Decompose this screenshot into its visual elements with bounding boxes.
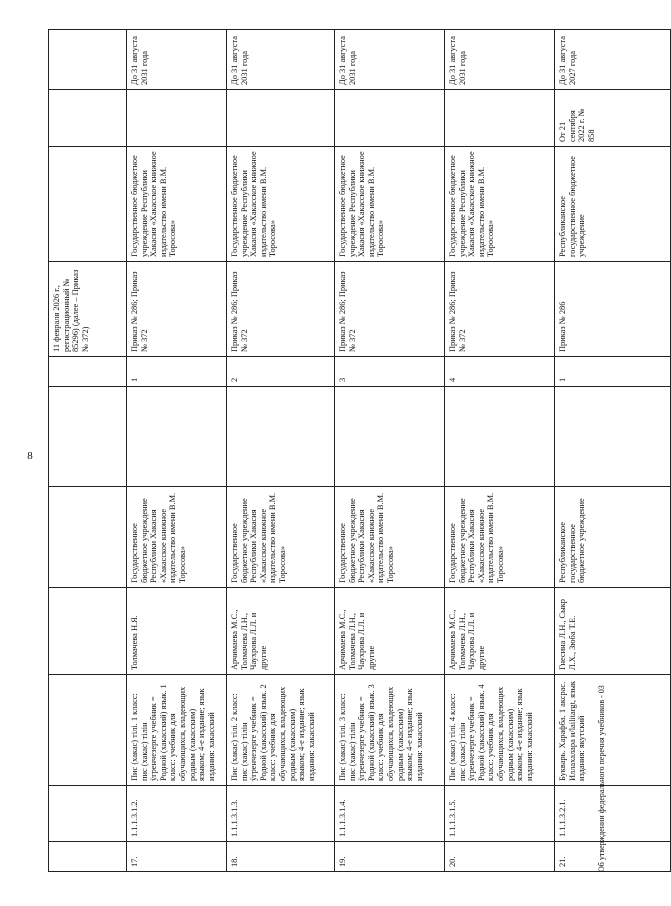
cell-num: 19. bbox=[335, 842, 445, 872]
page-number: 8 bbox=[27, 450, 33, 462]
cell-expiry: До 31 августа 2031 года bbox=[227, 30, 335, 90]
header-cell bbox=[49, 675, 127, 786]
cell-publisher: Государственное бюджетное учреждение Республики Хакасия «Хакасское книжное издательство имени В.М. Торосова» bbox=[127, 487, 227, 588]
table-container bbox=[48, 30, 596, 872]
header-cell bbox=[49, 357, 127, 387]
cell-title: Пис (хакас) тілі. 4 класс: пис (хакас) тілін ÿгренчезерге учебник = Родной (хакасский) язык. 4 класс: учебник для обучающихся, владеющих родным (хакасским) языком; 4-е издание; язык издания: хакасский bbox=[445, 675, 555, 786]
cell-publisher: Республиканское государственное бюджетное учреждение bbox=[555, 487, 671, 588]
header-cell bbox=[49, 30, 127, 90]
cell-num: 20. bbox=[445, 842, 555, 872]
cell-authors: Арчимаева М.С., Толмачева Л.Н., Чаухрова Л.Л. и другие bbox=[445, 588, 555, 675]
cell-empty bbox=[335, 387, 445, 487]
table-row bbox=[445, 30, 555, 872]
cell-org: Государственное бюджетное учреждение Республики Хакасия «Хакасское книжное издательство имени В.М. Торосова» bbox=[227, 147, 335, 262]
table-row bbox=[227, 30, 335, 872]
cell-org: Республиканское государственное бюджетное учреждение bbox=[555, 147, 671, 262]
cell-expiry: До 31 августа 2031 года bbox=[127, 30, 227, 90]
cell-grade: 1 bbox=[555, 357, 671, 387]
cell-expiry: До 31 августа 2027 года bbox=[555, 30, 671, 90]
cell-order: Приказ № 286; Приказ № 372 bbox=[127, 262, 227, 357]
cell-date bbox=[445, 90, 555, 147]
cell-org: Государственное бюджетное учреждение Республики Хакасия «Хакасское книжное издательство имени В.М. Торосова» bbox=[127, 147, 227, 262]
table-header-row bbox=[49, 30, 127, 872]
cell-expiry: До 31 августа 2031 года bbox=[335, 30, 445, 90]
cell-code: 1.1.1.3.1.5. bbox=[445, 786, 555, 842]
table-row bbox=[127, 30, 227, 872]
cell-expiry: До 31 августа 2031 года bbox=[445, 30, 555, 90]
cell-authors: Толмачева Н.Я. bbox=[127, 588, 227, 675]
cell-title: Букварь. Харафба. 1 аксрас. Иллахалара и/lailitargt, язык издания: якутский bbox=[555, 675, 671, 786]
cell-empty bbox=[127, 387, 227, 487]
cell-grade: 3 bbox=[335, 357, 445, 387]
cell-org: Государственное бюджетное учреждение Республики Хакасия «Хакасское книжное издательство имени В.М. Торосова» bbox=[335, 147, 445, 262]
cell-grade: 1 bbox=[127, 357, 227, 387]
cell-publisher: Государственное бюджетное учреждение Республики Хакасия «Хакасское книжное издательство имени В.М. Торосова» bbox=[445, 487, 555, 588]
cell-empty bbox=[227, 387, 335, 487]
cell-code: 1.1.1.3.1.2. bbox=[127, 786, 227, 842]
footer-text: Об утверждении федерального перечня учебников - 03 bbox=[597, 685, 606, 872]
cell-num: 21. bbox=[555, 842, 671, 872]
footer bbox=[592, 40, 612, 872]
cell-publisher: Государственное бюджетное учреждение Республики Хакасия «Хакасское книжное издательство имени В.М. Торосова» bbox=[227, 487, 335, 588]
cell-title: Пис (хакас) тілі. 3 класс: пис (хакас) тілін ÿгренчезерге учебник = Родной (хакасский) язык. 3 класс: учебник для обучающихся, владеющих родным (хакасским) языком; 4-е издание; язык издания: хакасский bbox=[335, 675, 445, 786]
table-row bbox=[555, 30, 671, 872]
table-row bbox=[335, 30, 445, 872]
cell-empty bbox=[445, 387, 555, 487]
cell-date: От 21 сентября 2022 г. № 858 bbox=[555, 90, 671, 147]
cell-empty bbox=[555, 387, 671, 487]
cell-authors: Арчимаева М.С., Толмачева Л.Н., Чаухрова Л.Л. и другие bbox=[335, 588, 445, 675]
cell-grade: 4 bbox=[445, 357, 555, 387]
cell-order: Приказ № 286; Приказ № 372 bbox=[335, 262, 445, 357]
cell-date bbox=[335, 90, 445, 147]
cell-order: Приказ № 286; Приказ № 372 bbox=[445, 262, 555, 357]
cell-num: 17. bbox=[127, 842, 227, 872]
header-cell bbox=[49, 90, 127, 147]
cell-publisher: Государственное бюджетное учреждение Республики Хакасия «Хакасское книжное издательство имени В.М. Торосова» bbox=[335, 487, 445, 588]
textbook-table bbox=[48, 29, 671, 872]
cell-code: 1.1.1.3.2.1. bbox=[555, 786, 671, 842]
cell-title: Пис (хакас) тілі. 1 класс: пис (хакас) тілін ÿгренчезерге учебник = Родной (хакасский) язык. 1 класс: учебник для обучающихся, владеющих родным (хакасским) языком; 4-е издание; язык издания: хакасский bbox=[127, 675, 227, 786]
header-cell bbox=[49, 387, 127, 487]
cell-code: 1.1.1.3.1.3. bbox=[227, 786, 335, 842]
cell-grade: 2 bbox=[227, 357, 335, 387]
header-cell: 11 февраля 2026 г., регистрационный № 85296) (далее – Приказ № 372) bbox=[49, 262, 127, 357]
cell-authors: Арчимаева М.С., Толмачева Л.Н., Чаухрова Л.Л. и другие bbox=[227, 588, 335, 675]
cell-order: Приказ № 286 bbox=[555, 262, 671, 357]
cell-date bbox=[227, 90, 335, 147]
cell-title: Пис (хакас) тілі. 2 класс: пис (хакас) тілін ÿгренчезерге учебник = Родной (хакасский) язык. 2 класс: учебник для обучающихся, владеющих родным (хакасским) языком; 4-е издание; язык издания: хакасский bbox=[227, 675, 335, 786]
cell-num: 18. bbox=[227, 842, 335, 872]
cell-order: Приказ № 286; Приказ № 372 bbox=[227, 262, 335, 357]
cell-authors: Гнесина Л.Н., Сыкр Л.Х., Зюба Т.Е. bbox=[555, 588, 671, 675]
header-cell bbox=[49, 786, 127, 842]
cell-org: Государственное бюджетное учреждение Республики Хакасия «Хакасское книжное издательство имени В.М. Торосова» bbox=[445, 147, 555, 262]
header-cell bbox=[49, 147, 127, 262]
header-cell bbox=[49, 842, 127, 872]
header-cell bbox=[49, 487, 127, 588]
cell-date bbox=[127, 90, 227, 147]
header-cell bbox=[49, 588, 127, 675]
cell-code: 1.1.1.3.1.4. bbox=[335, 786, 445, 842]
